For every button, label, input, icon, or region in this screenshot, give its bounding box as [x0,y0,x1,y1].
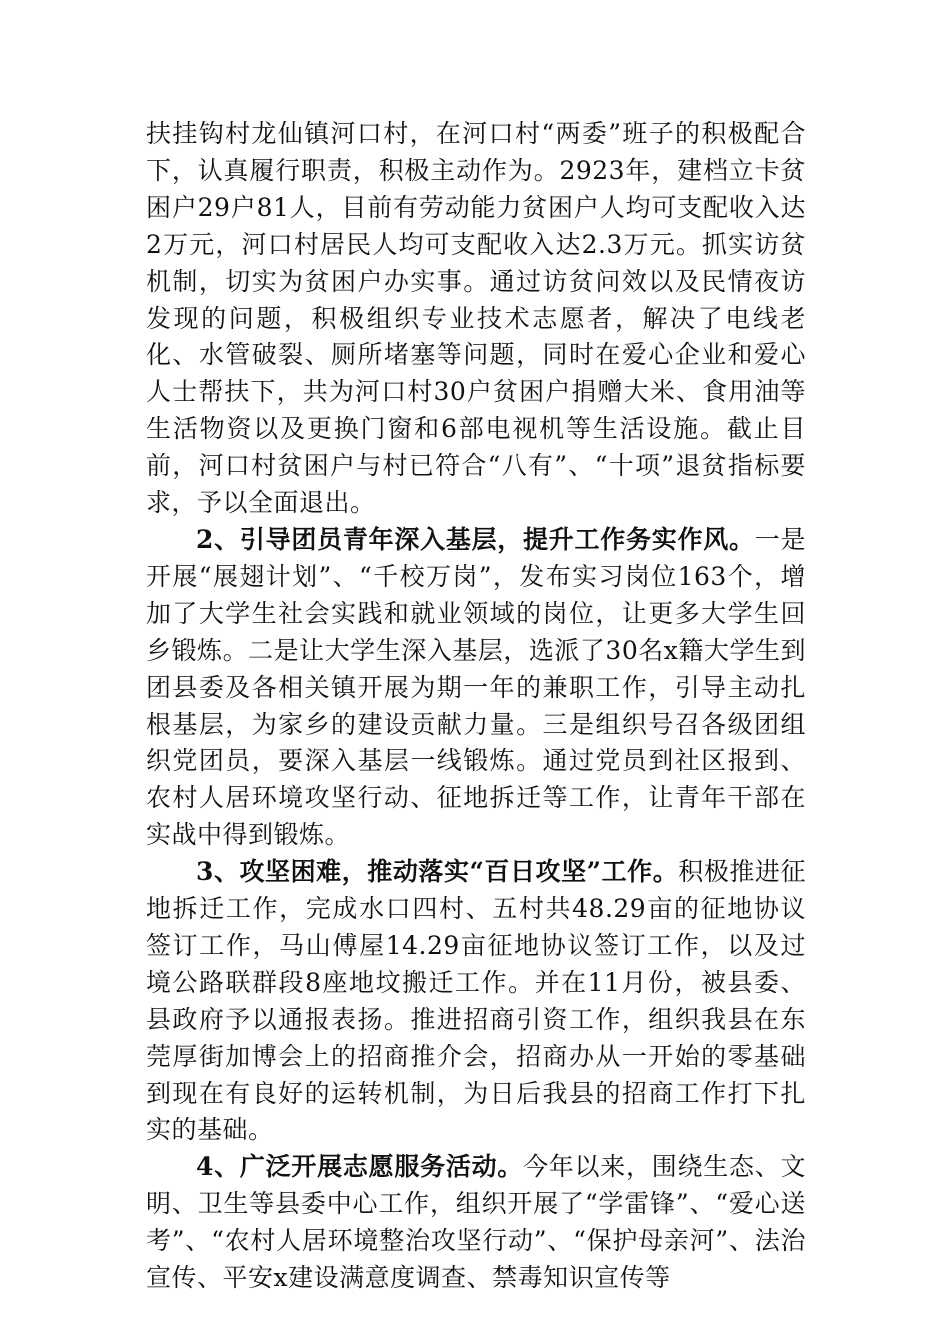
paragraph-4 [146,1149,806,1297]
paragraph-4-heading: 4、广泛开展志愿服务活动。 [196,1152,524,1182]
document-page [146,116,806,1297]
paragraph-3 [146,854,806,1149]
paragraph-1 [146,116,806,522]
paragraph-3-heading: 3、攻坚困难，推动落实“百日攻坚”工作。 [196,857,679,887]
paragraph-2 [146,522,806,854]
paragraph-2-body: 一是开展“展翅计划”、“千校万岗”，发布实习岗位163个，增加了大学生社会实践和就业领域的岗位，让更多大学生回乡锻炼。二是让大学生深入基层，选派了30名x籍大学生到团县委及各相关镇开展为期一年的兼职工作，引导主动扎根基层，为家乡的建设贡献力量。三是组织号召各级团组织党团员，要深入基层一线锻炼。通过党员到社区报到、农村人居环境攻坚行动、征地拆迁等工作，让青年干部在实战中得到锻炼。 [146,524,806,850]
paragraph-1-body: 扶挂钩村龙仙镇河口村，在河口村“两委”班子的积极配合下，认真履行职责，积极主动作为。2923年，建档立卡贫困户29户81人，目前有劳动能力贫困户人均可支配收入达2万元，河口村居民人均可支配收入达2.3万元。抓实访贫机制，切实为贫困户办实事。通过访贫问效以及民情夜访发现的问题，积极组织专业技术志愿者，解决了电线老化、水管破裂、厕所堵塞等问题，同时在爱心企业和爱心人士帮扶下，共为河口村30户贫困户捐赠大米、食用油等生活物资以及更换门窗和6部电视机等生活设施。截止目前，河口村贫困户与村已符合“八有”、“十项”退贫指标要求，予以全面退出。 [146,119,806,518]
paragraph-2-heading: 2、引导团员青年深入基层，提升工作务实作风。 [196,524,755,554]
paragraph-4-body: 今年以来，围绕生态、文明、卫生等县委中心工作，组织开展了“学雷锋”、“爱心送考”、“农村人居环境整治攻坚行动”、“保护母亲河”、法治宣传、平安x建设满意度调查、禁毒知识宣传等 [146,1152,806,1293]
paragraph-3-body: 积极推进征地拆迁工作，完成水口四村、五村共48.29亩的征地协议签订工作，马山傅屋14.29亩征地协议签订工作，以及过境公路联群段8座地坟搬迁工作。并在11月份，被县委、县政府予以通报表扬。推进招商引资工作，组织我县在东莞厚街加博会上的招商推介会，招商办从一开始的零基础到现在有良好的运转机制，为日后我县的招商工作打下扎实的基础。 [146,857,806,1145]
